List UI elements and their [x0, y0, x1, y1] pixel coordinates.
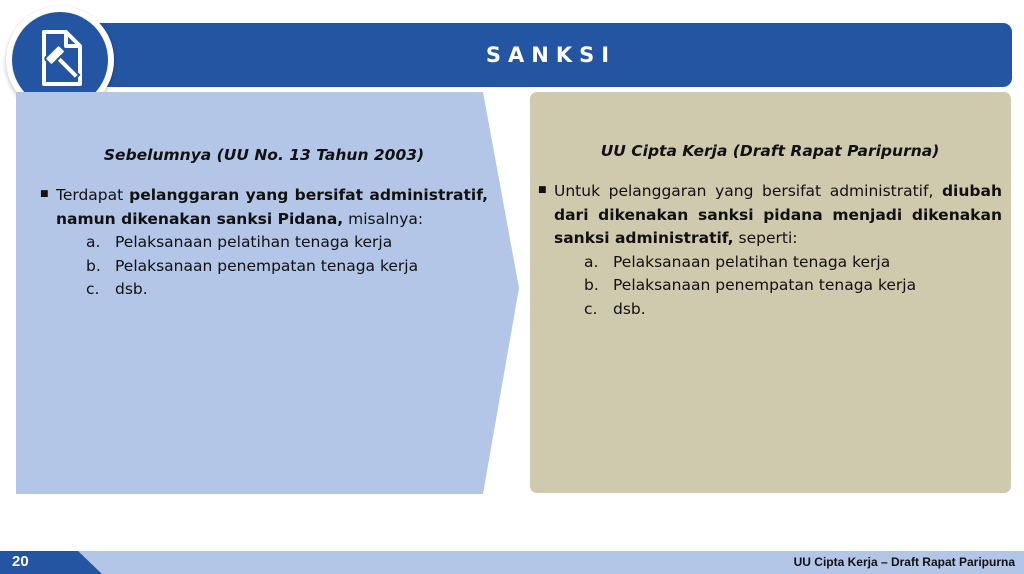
right-panel	[530, 92, 1011, 493]
left-bullet	[40, 184, 488, 231]
left-panel	[16, 92, 519, 494]
left-bullet-text	[56, 184, 488, 231]
right-panel-content	[538, 142, 1002, 321]
footer-caption: UU Cipta Kerja – Draft Rapat Paripurna	[793, 555, 1015, 569]
left-bullet-prefix: Terdapat	[56, 186, 130, 204]
list-item-letter: a.	[86, 233, 101, 251]
list-item-text: Pelaksanaan penempatan tenaga kerja	[115, 256, 419, 275]
left-bullet-bold: pelanggaran yang bersifat administratif, namun dikenakan sanksi Pidana,	[56, 186, 488, 228]
list-item-text: Pelaksanaan pelatihan tenaga kerja	[613, 252, 891, 271]
square-bullet-icon: ■	[40, 189, 49, 199]
right-bullet-prefix: Untuk pelanggaran yang bersifat administratif,	[554, 182, 942, 200]
right-sub-list	[584, 251, 1002, 322]
right-panel-heading: UU Cipta Kerja (Draft Rapat Paripurna)	[600, 142, 940, 160]
list-item-letter: b.	[584, 276, 599, 294]
list-item	[584, 274, 1002, 298]
list-item-letter: b.	[86, 256, 101, 275]
list-item-text: Pelaksanaan penempatan tenaga kerja	[613, 276, 917, 294]
left-sub-list	[86, 231, 488, 302]
list-item-letter: a.	[584, 252, 599, 271]
list-item-letter: c.	[86, 280, 100, 298]
gavel-document-icon	[28, 26, 92, 94]
list-item-text: Pelaksanaan pelatihan tenaga kerja	[115, 233, 393, 251]
right-bullet	[538, 180, 1002, 251]
page-number: 20	[12, 553, 29, 570]
right-bullet-bold: diubah dari dikenakan sanksi pidana menjadi dikenakan sanksi administratif,	[554, 182, 1002, 247]
list-item-letter: c.	[584, 299, 598, 318]
right-bullet-suffix: seperti:	[733, 229, 798, 247]
left-bullet-suffix: misalnya:	[343, 209, 424, 228]
list-item	[86, 255, 488, 279]
list-item	[584, 298, 1002, 322]
list-item	[86, 278, 488, 302]
square-bullet-icon: ■	[538, 185, 547, 195]
slide-title: SANKSI	[485, 43, 617, 67]
list-item-text: dsb.	[115, 280, 148, 298]
title-bar	[40, 23, 1012, 87]
list-item	[584, 251, 1002, 275]
left-panel-heading: Sebelumnya (UU No. 13 Tahun 2003)	[103, 146, 425, 164]
list-item-text: dsb.	[613, 299, 646, 318]
list-item	[86, 231, 488, 255]
footer-page-tab	[0, 551, 102, 574]
left-panel-content	[40, 146, 488, 302]
right-bullet-text	[554, 180, 1002, 251]
